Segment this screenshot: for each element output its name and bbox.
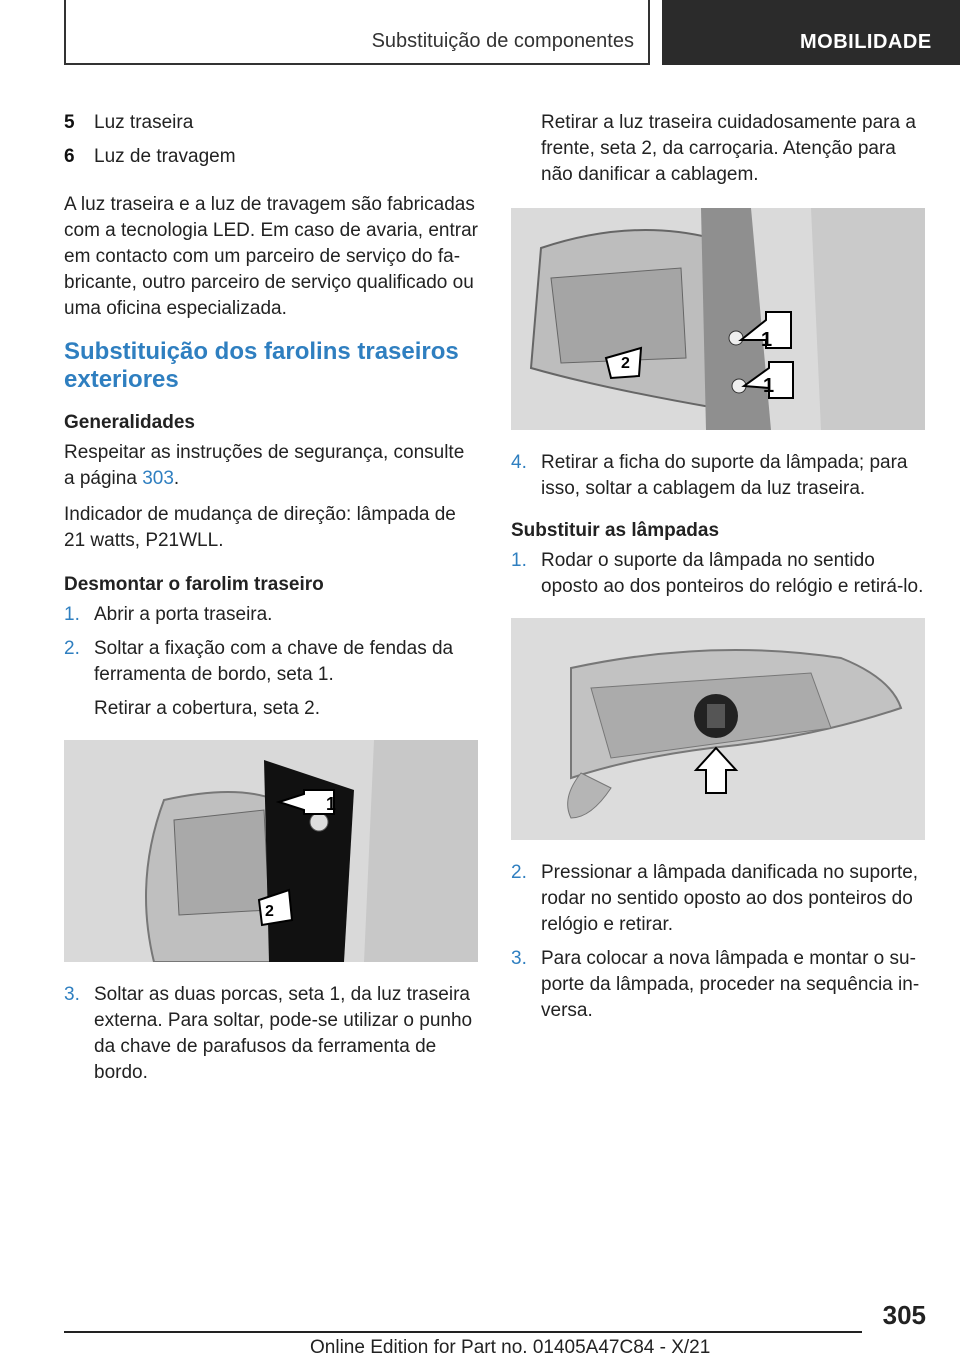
step-number: 3. xyxy=(64,984,80,1005)
figure-lamp-removal xyxy=(511,208,925,430)
page-link[interactable]: 303 xyxy=(142,468,174,489)
footer-edition: Online Edition for Part no. 01405A47C84 - X/21 xyxy=(310,1337,711,1358)
left-column xyxy=(64,110,480,1094)
legend-item xyxy=(64,110,480,136)
step-text: Retirar a ficha do suporte da lâmpada; para isso, soltar a cablagem da luz traseira. xyxy=(541,452,908,499)
step-item xyxy=(511,548,927,600)
step-item xyxy=(511,946,927,1024)
general-text-end: . xyxy=(173,468,180,489)
step-item xyxy=(64,982,480,1086)
header-title-box xyxy=(64,0,650,65)
step-number: 1. xyxy=(511,550,527,571)
step-item xyxy=(64,602,480,628)
legend-text: Luz de travagem xyxy=(94,146,236,167)
legend-text: Luz traseira xyxy=(94,112,194,133)
page-number: 305 xyxy=(882,1300,926,1330)
step-text: Soltar as duas porcas, seta 1, da luz traseira externa. Para soltar, pode-se utilizar o punho da chave de parafusos da ferramenta de bordo. xyxy=(94,984,473,1083)
indicator-paragraph: Indicador de mudança de direção: lâmpada de 21 watts, P21WLL. xyxy=(64,504,456,551)
step-text: Para colocar a nova lâmpada e montar o suporte da lâmpada, proceder na sequência inversa. xyxy=(541,948,920,1021)
dismount-heading: Desmontar o farolim traseiro xyxy=(64,574,324,595)
figure-label: 2 xyxy=(265,903,274,920)
figure-cover-removal-illustration xyxy=(64,740,478,962)
figure-bulb-holder-illustration xyxy=(511,618,925,840)
header-section-tab xyxy=(662,0,960,65)
step-continuation: Retirar a luz traseira cuidadosamente para a frente, seta 2, da carroçaria. Atenção para não danificar a cablagem. xyxy=(541,112,916,185)
general-paragraph xyxy=(64,440,480,492)
legend-item xyxy=(64,144,480,170)
right-column xyxy=(511,110,927,1032)
figure-bulb-holder xyxy=(511,618,925,840)
header-section-label: MOBILIDADE xyxy=(800,31,932,53)
figure-label: 1 xyxy=(761,329,773,351)
general-text: Respeitar as instruções de segurança, consulte a página xyxy=(64,442,465,489)
step-item xyxy=(511,860,927,938)
step-number: 3. xyxy=(511,948,527,969)
step-text: Abrir a porta traseira. xyxy=(94,604,273,625)
step-number: 2. xyxy=(511,862,527,883)
step-item xyxy=(64,636,480,688)
footer-divider xyxy=(64,1331,862,1333)
legend-number: 5 xyxy=(64,112,75,133)
header-title: Substituição de componentes xyxy=(371,30,634,52)
figure-label: 2 xyxy=(621,355,630,372)
intro-paragraph: A luz traseira e a luz de travagem são fabricadas com a tecnologia LED. Em caso de avaria, entrar em contacto com um parceiro de serviço do fabricante, outro parceiro de serviço qualificado ou uma oficina especializada. xyxy=(64,194,478,319)
replace-heading: Substituir as lâmpadas xyxy=(511,520,720,541)
legend-number: 6 xyxy=(64,146,75,167)
figure-label: 1 xyxy=(326,794,337,814)
step-item xyxy=(511,450,927,502)
step-number: 2. xyxy=(64,638,80,659)
figure-lamp-removal-illustration xyxy=(511,208,925,430)
figure-label: 1 xyxy=(763,375,775,397)
section-heading: Substituição dos farolins traseiros exteriores xyxy=(64,338,459,393)
step-number: 1. xyxy=(64,604,80,625)
step-text: Soltar a fixação com a chave de fendas da ferramenta de bordo, seta 1. xyxy=(94,638,454,685)
figure-cover-removal xyxy=(64,740,478,962)
step-text: Pressionar a lâmpada danificada no suporte, rodar no sentido oposto ao dos ponteiros do relógio e retirar. xyxy=(541,862,919,935)
step-number: 4. xyxy=(511,452,527,473)
step-sub-text: Retirar a cobertura, seta 2. xyxy=(94,698,320,719)
step-text: Rodar o suporte da lâmpada no sentido oposto ao dos ponteiros do relógio e retirá-lo. xyxy=(541,550,924,597)
general-heading: Generalidades xyxy=(64,412,195,433)
